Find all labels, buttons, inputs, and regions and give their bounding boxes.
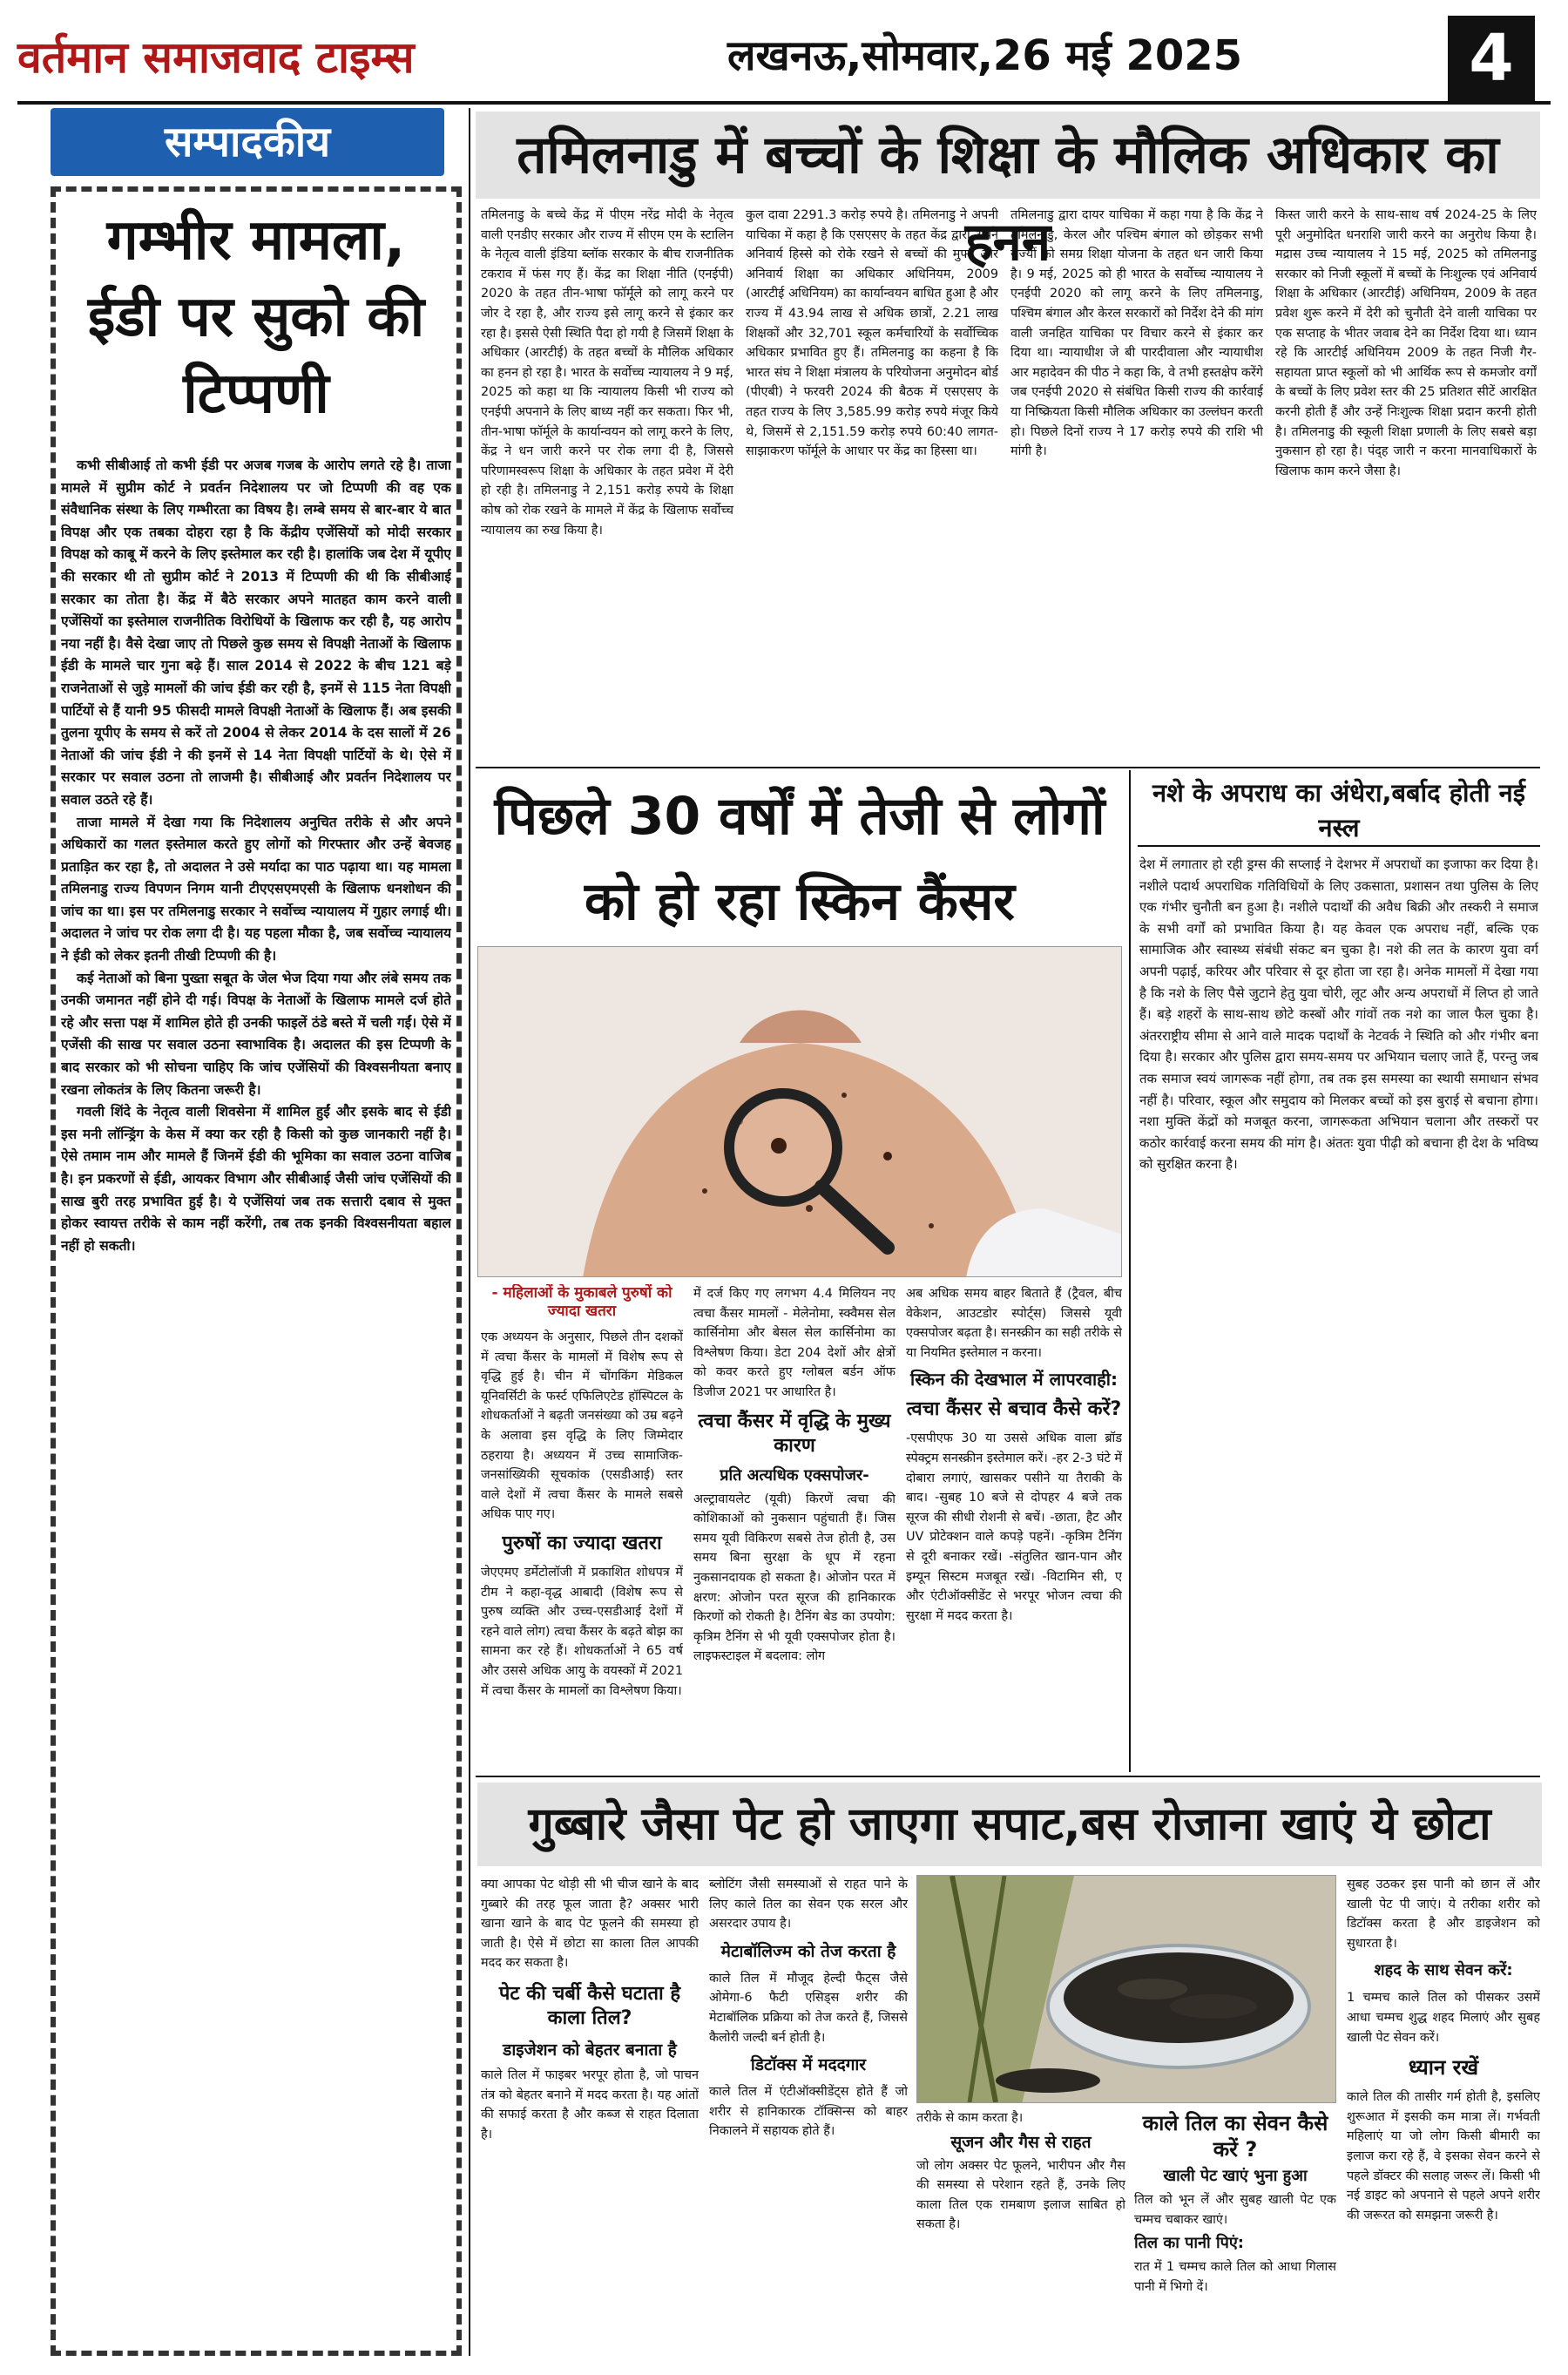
column-divider <box>469 108 470 2356</box>
story2-headline: पिछले 30 वर्षों में तेजी से लोगों को हो रहा स्किन कैंसर <box>494 786 1105 932</box>
story4-text: काले तिल की तासीर गर्म होती है, इसलिए शुरूआत में इसकी कम मात्रा लें। गर्भवती महिलाएं या जो लोग किसी बीमारी का इलाज करा रहे हैं, वे इसका सेवन करने से पहले डॉक्टर की सलाह जरूर लें। किसी भी नई डाइट को अपनाने से पहले अपने शरीर की जरूरत को समझना जरूरी है। <box>1347 2090 1540 2223</box>
story4-subhead: तिल का पानी पिएं: <box>1134 2234 1244 2253</box>
story1-col-3: तमिलनाडु द्वारा दायर याचिका में कहा गया है कि केंद्र ने तमिलनाडु, केरल और पश्चिम बंगाल को छोड़कर सभी राज्यों को समग्र शिक्षा योजना के तहत धन जारी किया है। 9 मई, 2025 को ही भारत के सर्वोच्च न्यायालय ने एनईपी 2020 को लागू करने के लिए तमिलनाडु, पश्चिम बंगाल और केरल सरकारों को निर्देश देने की मांग वाली जनहित याचिका पर विचार करने से इंकार कर दिया था। न्यायाधीश जे बी पारदीवाला और न्यायाधीश आर महादेवन की पीठ ने कहा कि, वे तभी हस्तक्षेप करेंगे जब एनईपी 2020 से संबंधित किसी राज्य की कार्रवाई या निष्क्रियता किसी मौलिक अधिकार का उल्लंघन करती हो। पिछले दिनों राज्य ने 17 करोड़ रुपये की राशि भी मांगी है। <box>1010 208 1263 459</box>
photo-caption: तरीके से काम करता है। <box>916 2111 1024 2125</box>
story1-col-2: कुल दावा 2291.3 करोड़ रुपये है। तमिलनाडु ने अपनी याचिका में कहा है कि एसएसए के तहत केंद्र द्वारा अपने अनिवार्य हिस्से को रोके रखने से बच्चों की मुफ्त और अनिवार्य शिक्षा का अधिकार अधिनियम, 2009 (आरटीई अधिनियम) का कार्यान्वयन बाधित हुआ है और राज्य में 43.94 लाख से अधिक छात्रों, 2.21 लाख शिक्षकों और 32,701 स्कूल कर्मचारियों के सर्वोच्चिक अधिकार प्रभावित हुए हैं। तमिलनाडु का कहना है कि भारत संघ ने शिक्षा मंत्रालय के परियोजना अनुमोदन बोर्ड (पीएबी) ने फरवरी 2024 की बैठक में एसएसए के तहत राज्य के लिए 3,585.99 करोड़ रुपये मंजूर किये थे, जिसमें से 2,151.59 करोड़ रुपये 60:40 लागत-साझाकरण फॉर्मूले के आधार पर केंद्र का हिस्सा था। <box>746 208 998 459</box>
newspaper-name: वर्तमान समाजवाद टाइम्स <box>17 31 415 83</box>
editorial-tag: सम्पादकीय <box>51 108 444 176</box>
story4-subhead: ध्यान रखें <box>1408 2055 1479 2081</box>
section-rule <box>1138 845 1540 847</box>
story4-text: सुबह उठकर इस पानी को छान लें और खाली पेट पी जाएं। ये तरीका शरीर को डिटॉक्स करता है और डाइजेशन को सुधारता है। <box>1347 1878 1540 1951</box>
skin-cancer-photo <box>477 946 1122 1277</box>
editorial-paragraph: कभी सीबीआई तो कभी ईडी पर अजब गजब के आरोप लगते रहे है। ताजा मामले में सुप्रीम कोर्ट ने प्रवर्तन निदेशालय पर जो टिप्पणी की वह एक संवैधानिक संस्था के लिए गम्भीरता का विषय है। लम्बे समय से बार-बार ये बात विपक्ष और एक तबका दोहरा रहा है कि केंद्रीय एजेंसियों को मोदी सरकार विपक्ष को काबू में करने के लिए इस्तेमाल कर रही है। हालांकि जब देश में यूपीए की सरकार थी तो सुप्रीम कोर्ट ने 2013 में टिप्पणी की थी कि सीबीआई सरकार का तोता है। केंद्र में बैठे सरकार अपने मातहत काम करने वाली एजेंसियों का इस्तेमाल राजनीतिक विरोधियों के खिलाफ कर रही है, यह आरोप नया नहीं है। वैसे देखा जाए तो पिछले कुछ समय से विपक्षी नेताओं के खिलाफ ईडी के मामले चार गुना बढ़े हैं। साल 2014 से 2022 के बीच 121 बड़े राजनेताओं से जुड़े मामलों की जांच ईडी कर रही है, इनमें से 115 नेता विपक्षी पार्टियों से हैं यानी 95 फीसदी मामले विपक्षी नेताओं के खिलाफ हैं। अब इसकी तुलना यूपीए के समय से करें तो 2004 से लेकर 2014 के दस सालों में 26 नेताओं की जांच ईडी ने की इनमें से 14 नेता विपक्षी पार्टियों के थे। ऐसे में सरकार पर सवाल उठना तो लाजमी है। सीबीआई और प्रवर्तन निदेशालय पर सवाल उठते रहे हैं। <box>61 457 451 808</box>
story2-subhead: प्रति अत्यधिक एक्सपोजर- <box>720 1465 869 1485</box>
story4-subhead: पेट की चर्बी कैसे घटाता है काला तिल? <box>498 1982 681 2029</box>
story2-text: -एसपीएफ 30 या उससे अधिक वाला ब्रॉड स्पेक्ट्रम सनस्क्रीन इस्तेमाल करें। -हर 2-3 घंटे में दोबारा लगाएं, खासकर पसीने या तैराकी के बाद। -सुबह 10 बजे से दोपहर 4 बजे तक सूरज की सीधी रोशनी से बचें। -छाता, हैट और UV प्रोटेक्शन वाले कपड़े पहनें। -कृत्रिम टैनिंग से दूरी बनाकर रखें। -संतुलित खान-पान और इम्यून सिस्टम मजबूत रखें। -विटामिन सी, ए और एंटीऑक्सीडेंट से भरपूर भोजन त्वचा की सुरक्षा में मदद करता है। <box>906 1431 1122 1623</box>
story1-col-1: तमिलनाडु के बच्चे केंद्र में पीएम नरेंद्र मोदी के नेतृत्व वाली एनडीए सरकार और राज्य में सीएम एम के स्टालिन के नेतृत्व वाली इंडिया ब्लॉक सरकार के बीच राजनीतिक टकराव में फंस गए हैं। केंद्र का शिक्षा नीति (एनईपी) 2020 के तहत तीन-भाषा फॉर्मूले को लागू करने पर जोर दे रहा है, और राज्य इसे लागू करने से इंकार कर रहा है। इससे ऐसी स्थिति पैदा हो गयी है जिसमें शिक्षा के अधिकार (आरटीई) के तहत बच्चों के मौलिक अधिकार का हनन हो रहा है। भारत के सर्वोच्च न्यायालय ने 9 मई, 2025 को कहा था कि न्यायालय किसी भी राज्य को एनईपी अपनाने के लिए बाध्य नहीं कर सकता। फिर भी, तीन-भाषा फॉर्मूले के कार्यान्वयन को लागू करने के लिए, केंद्र ने धन जारी करने पर रोक लगा दी है, जिससे परिणामस्वरूप शिक्षा के अधिकार के तहत प्रवेश में देरी हो रही है। तमिलनाडु ने 2,151 करोड़ रुपये के शिक्षा कोष को रोक रखने के मामले में केंद्र के खिलाफ सर्वोच्च न्यायालय का रुख किया है। <box>481 208 733 538</box>
story4-subhead: सूजन और गैस से राहत <box>950 2132 1092 2152</box>
story4-headline: गुब्बारे जैसा पेट हो जाएगा सपाट,बस रोजाना खाएं ये छोटा <box>477 1783 1542 1866</box>
story4-text: जो लोग अक्सर पेट फूलने, भारीपन और गैस की समस्या से परेशान रहते हैं, उनके लिए काला तिल एक रामबाण इलाज साबित हो सकता है। <box>916 2158 1125 2232</box>
story3-body: देश में लगातार हो रही ड्रग्स की सप्लाई ने देशभर में अपराधों का इजाफा कर दिया है। नशीले पदार्थ अपराधिक गतिविधियों के लिए उकसाता, प्रशासन तथा पुलिस के लिए एक गंभीर चुनौती बन हुआ है। नशीले पदार्थों की अवैध बिक्री और तस्करी ने समाज के सभी वर्गों को प्रभावित किया है। यह केवल एक अपराध नहीं, बल्कि एक सामाजिक और स्वास्थ्य संबंधी संकट बन चुका है। नशे की लत के कारण युवा वर्ग अपनी पढ़ाई, करियर और परिवार से दूर होता जा रहा है। अनेक मामलों में देखा गया है कि नशे के लिए पैसे जुटाने हेतु युवा चोरी, लूट और अन्य अपराधों में लिप्त हो जाते हैं। बड़े शहरों के साथ-साथ छोटे कस्बों और गांवों तक नशे का जाल फैल चुका है। अंतरराष्ट्रीय सीमा से आने वाले मादक पदार्थों के नेटवर्क ने स्थिति को और गंभीर बना दिया है। सरकार और पुलिस द्वारा समय-समय पर अभियान चलाए जाते हैं, परन्तु जब तक समाज स्वयं जागरूक नहीं होगा, तब तक इस समस्या का स्थायी समाधान संभव नहीं है। परिवार, स्कूल और समुदाय को मिलकर बच्चों को इस बुराई से बचाना होगा। नशा मुक्ति केंद्रों को मजबूत करना, जागरूकता अभियान चलाना और तस्करों पर कठोर कार्रवाई करना समय की मांग है। अंततः युवा पीढ़ी को बचाना ही देश के भविष्य को सुरक्षित करना है। <box>1139 856 1538 1173</box>
story2-subhead: त्वचा कैंसर में वृद्धि के मुख्य कारण <box>698 1410 891 1457</box>
sesame-bowl-illustration <box>917 1876 1336 2103</box>
story4-col-2 <box>709 1875 908 2363</box>
story4-subhead: काले तिल का सेवन कैसे करें ? <box>1142 2111 1328 2162</box>
story4-text: काले तिल में एंटीऑक्सीडेंट्स होते हैं जो शरीर से हानिकारक टॉक्सिन्स को बाहर निकालने में सहायक होते हैं। <box>709 2085 908 2139</box>
story4-text: काले तिल में फाइबर भरपूर होता है, जो पाचन तंत्र को बेहतर बनाने में मदद करता है। यह आंतों की सफाई करता है और कब्ज से राहत दिलाता है। <box>481 2067 699 2142</box>
story4-col-1 <box>481 1875 699 2363</box>
story4-text: तिल को भून लें और सुबह खाली पेट एक चम्मच चबाकर खाएं। <box>1134 2193 1336 2227</box>
editorial-body <box>61 455 451 2345</box>
story4-subhead: मेटाबॉलिज्म को तेज करता है <box>720 1941 896 1961</box>
story1-headline: तमिलनाडु में बच्चों के शिक्षा के मौलिक अधिकार का हनन <box>476 112 1540 199</box>
editorial-paragraph: ताजा मामले में देखा गया कि निदेशालय अनुचित तरीके से और अपने अधिकारों का गलत इस्तेमाल करते हुए लोगों को गिरफ्तार और उन्हें बेवजह प्रताड़ित कर रहा है, तो अदालत ने उसे मर्यादा का पाठ पढ़ाया था। यह मामला तमिलनाडु राज्य विपणन निगम यानी टीएएसएमएसी के खिलाफ धनशोधन की जांच का था। इस पर तमिलनाडु सरकार ने सर्वोच्च न्यायालय में गुहार लगाई थी। अदालत ने जांच पर रोक लगा दी है। यह पहला मौका है, जब सर्वोच्च न्यायालय ने ईडी को लेकर इतनी तीखी टिप्पणी की है। <box>61 814 451 964</box>
story4-subhead: शहद के साथ सेवन करें: <box>1374 1961 1513 1980</box>
story2-col-3 <box>906 1284 1122 1772</box>
story1-col-4: किस्त जारी करने के साथ-साथ वर्ष 2024-25 के लिए पूरी अनुमोदित धनराशि जारी करने का अनुरोध किया है। मद्रास उच्च न्यायालय ने 15 मई, 2025 को तमिलनाडु सरकार को निजी स्कूलों में बच्चों के निःशुल्क एवं अनिवार्य शिक्षा के अधिकार (आरटीई) अधिनियम, 2009 के तहत प्रवेश शुरू करने में देरी को चुनौती देने वाली याचिका पर एक सप्ताह के भीतर जवाब देने का निर्देश दिया था। ध्यान रहे कि आरटीई अधिनियम 2009 के तहत निजी गैर-सहायता प्राप्त स्कूलों को भी आर्थिक रूप से कमजोर वर्गों के बच्चों के लिए प्रवेश स्तर की 25 प्रतिशत सीटें आरक्षित करनी होती हैं और उन्हें निःशुल्क शिक्षा प्रदान करनी होती है। तमिलनाडु की स्कूली शिक्षा प्रणाली के लिए सबसे बड़ा नुकसान हो रहा है। पंद्ह जारी न करना मानवाधिकारों के खिलाफ काम करने जैसा है। <box>1275 208 1537 478</box>
skin-photo-illustration <box>478 947 1122 1277</box>
story2-text: में दर्ज किए गए लगभग 4.4 मिलियन नए त्वचा कैंसर मामलों - मेलेनोमा, स्क्वैमस सेल कार्सिनोमा और बेसल सेल कार्सिनोमा का विश्लेषण किया। डेटा 204 देशों और क्षेत्रों को कवर करते हुए ग्लोबल बर्डन ऑफ डिजीज 2021 पर आधारित है। <box>693 1287 896 1399</box>
story4-text: क्या आपका पेट थोड़ी सी भी चीज खाने के बाद गुब्बारे की तरह फूल जाता है? अक्सर भारी खाना खाने के बाद पेट फूलने की समस्या हो जाती है। ऐसे में छोटा सा काला तिल आपकी मदद कर सकता है। <box>481 1878 699 1971</box>
story4-text: काले तिल में मौजूद हेल्दी फैट्स जैसे ओमेगा-6 फैटी एसिड्स शरीर की मेटाबॉलिक प्रक्रिया को तेज करते हैं, जिससे कैलोरी जल्दी बर्न होती है। <box>709 1971 908 2045</box>
story4-subhead: खाली पेट खाएं भुना हुआ <box>1163 2167 1308 2185</box>
story4-text: रात में 1 चम्मच काले तिल को आधा गिलास पानी में भिगो दें। <box>1134 2260 1336 2294</box>
section-rule <box>476 767 1540 768</box>
editorial-paragraph: गवली शिंदे के नेतृत्व वाली शिवसेना में शामिल हुईं और इसके बाद से ईडी इस मनी लॉन्ड्रिंग के केस में क्या कर रही है किसी को कुछ जानकारी नहीं है। ऐसे तमाम नाम और मामले हैं जिनमें ईडी की भूमिका का सवाल उठना वाजिब है। इन प्रकरणों से ईडी, आयकर विभाग और सीबीआई जैसी जांच एजेंसियों की साख बुरी तरह प्रभावित हुई है। ये एजेंसियां जब तक सत्तारी दबाव से मुक्त होकर स्वायत्त तरीके से काम नहीं करेंगी, तब तक इनकी विश्वसनीयता बहाल नहीं हो सकती। <box>61 1104 451 1254</box>
story4-col-3b <box>1134 2108 1336 2363</box>
dateline: लखनऊ,सोमवार,26 मई 2025 <box>727 31 1243 80</box>
story4-col-4 <box>1347 1875 1540 2363</box>
story3-headline: नशे के अपराध का अंधेरा,बर्बाद होती नई नस्ल <box>1152 778 1525 842</box>
story4-subhead: डाइजेशन को बेहतर बनाता है <box>503 2040 677 2060</box>
story2-text: जेएएमए डर्मेटोलॉजी में प्रकाशित शोधपत्र में टीम ने कहा-वृद्ध आबादी (विशेष रूप से पुरुष व्यक्ति और उच्च-एसडीआई देशों में रहने वाले लोग) त्वचा कैंसर के बढ़ते बोझ का सामना कर रहे हैं। शोधकर्ताओं ने 65 वर्ष और उससे अधिक आयु के वयस्कों में 2021 में त्वचा कैंसर के मामलों का विश्लेषण किया। <box>481 1565 683 1698</box>
story2-subhead: - महिलाओं के मुकाबले पुरुषों को ज्यादा खतरा <box>491 1284 672 1320</box>
story2-text: अब अधिक समय बाहर बिताते हैं (ट्रैवल, बीच वेकेशन, आउटडोर स्पोर्ट्स) जिससे यूवी एक्सपोजर बढ़ता है। सनस्क्रीन का सही तरीके से या नियमित इस्तेमाल न करना। <box>906 1287 1122 1360</box>
masthead-rule <box>17 101 1551 105</box>
page-number: 4 <box>1448 16 1535 101</box>
section-rule <box>476 1776 1540 1777</box>
story2-col-1 <box>481 1284 683 1772</box>
story2-text: एक अध्ययन के अनुसार, पिछले तीन दशकों में त्वचा कैंसर के मामलों में विशेष रूप से वृद्धि हुई है। चीन में चोंगकिंग मेडिकल यूनिवर्सिटी के फर्स्ट एफिलिएटेड हॉस्पिटल के शोधकर्ताओं ने बढ़ती जनसंख्या को उम्र बढ़ने के अलावा इस वृद्धि के लिए जिम्मेदार ठहराया है। अध्ययन में उच्च सामाजिक-जनसांख्यिकी सूचकांक (एसडीआई) स्तर वाले देशों में त्वचा कैंसर के मामले सबसे अधिक पाए गए। <box>481 1330 683 1522</box>
story4-col-3 <box>916 2108 1125 2363</box>
story4-text: 1 चम्मच काले तिल को पीसकर उसमें आधा चम्मच शुद्ध शहद मिलाएं और सुबह खाली पेट सेवन करें। <box>1347 1991 1540 2045</box>
story2-subhead: पुरुषों का ज्यादा खतरा <box>502 1532 662 1554</box>
story4-subhead: डिटॉक्स में मददगार <box>750 2055 867 2075</box>
column-divider <box>1129 770 1131 1772</box>
story2-subhead: स्किन की देखभाल में लापरवाही: <box>910 1369 1118 1390</box>
story4-text: ब्लोटिंग जैसी समस्याओं से राहत पाने के लिए काले तिल का सेवन एक सरल और असरदार उपाय है। <box>709 1878 908 1932</box>
editorial-paragraph: कई नेताओं को बिना पुख्ता सबूत के जेल भेज दिया गया और लंबे समय तक उनकी जमानत नहीं होने दी गई। विपक्ष के नेताओं के खिलाफ मामले दर्ज होते रहे और सत्ता पक्ष में शामिल होते ही उनकी फाइलें ठंडे बस्ते में चली गईं। ऐसे में एजेंसी की साख पर सवाल उठना स्वाभाविक है। अदालत की इस टिप्पणी के बाद सरकार को भी सोचना चाहिए कि जांच एजेंसियों की विश्वसनीयता बनाए रखना लोकतंत्र के लिए कितना जरूरी है। <box>61 970 451 1098</box>
story2-text: अल्ट्रावायलेट (यूवी) किरणें त्वचा की कोशिकाओं को नुकसान पहुंचाती हैं। जिस समय यूवी विकिरण सबसे तेज होती है, उस समय बिना सुरक्षा के धूप में रहना नुकसानदायक हो सकता है। ओजोन परत में क्षरण: ओजोन परत सूरज की हानिकारक किरणों को रोकती है। टैनिंग बेड का उपयोग: कृत्रिम टैनिंग से भी यूवी एक्सपोजर होता है। लाइफस्टाइल में बदलाव: लोग <box>693 1492 896 1664</box>
editorial-headline: गम्भीर मामला, ईडी पर सुको की टिप्पणी <box>87 208 425 426</box>
story2-col-2 <box>693 1284 896 1772</box>
masthead <box>0 0 1568 105</box>
story2-subhead: त्वचा कैंसर से बचाव कैसे करें? <box>906 1398 1122 1421</box>
sesame-photo <box>916 1875 1336 2103</box>
